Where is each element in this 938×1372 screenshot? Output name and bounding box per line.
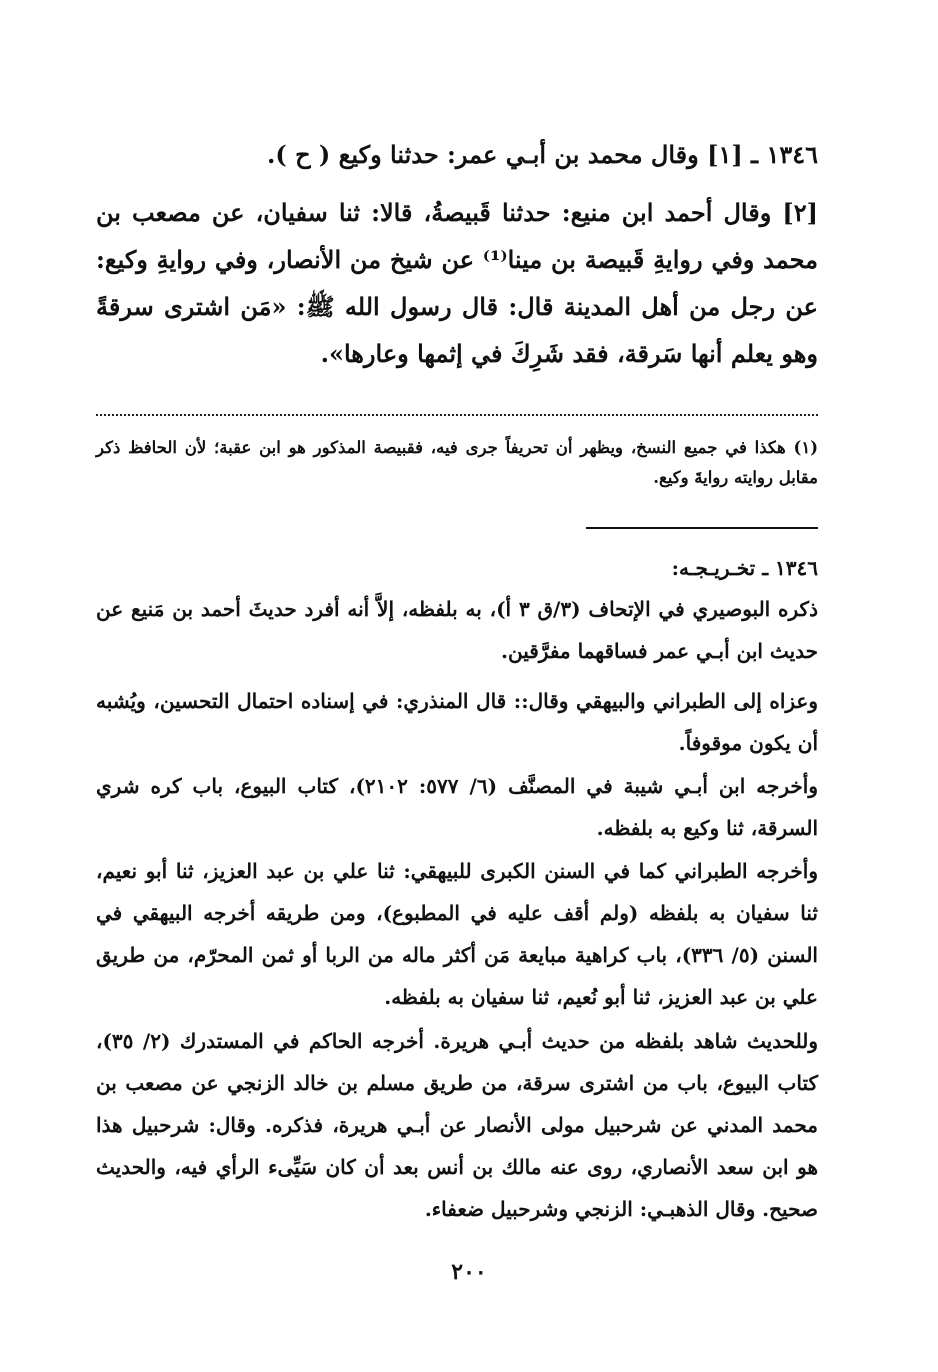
footnote: (١) هكذا في جميع النسخ، ويظهر أن تحريفاً جرى فيه، فقبيصة المذكور هو ابن عقبة؛ لأن الحافظ ذكر مقابل روايته روايةَ وكيع. [96,438,818,487]
takhrij-paragraph: وعزاه إلى الطبراني والبيهقي وقال:: قال المنذري: في إسناده احتمال التحسين، ويُشبه أن يكون موقوفاً. [96,689,818,755]
hadith-text: [٢] وقال أحمد ابن منيع: حدثنا قَبيصةُ، قالا: ثنا سفيان، عن مصعب بن محمد وفي روايةِ قَبيصة بن مينا⁽¹⁾ عن شيخ من الأنصار، وفي روايةِ وكيع: عن رجل من أهل المدينة قال: قال رسول الله ﷺ: «مَن اشترى سرقةً وهو يعلم أنها سَرقة، فقد شَرِكَ في إثمها وعارها». [96,198,818,368]
hadith-heading: ١٣٤٦ ـ [١] وقال محمد بن أبـي عمر: حدثنا وكيع ( ح ). [267,140,818,169]
takhrij-paragraph: وأخرجه الطبراني كما في السنن الكبرى للبيهقي: ثنا علي بن عبد العزيز، ثنا أبو نعيم، ثنا سفيان به بلفظه (ولم أقف عليه في المطبوع)، ومن طريقه أخرجه البيهقي في السنن (٥/ ٣٣٦)، باب كراهية مبايعة مَن أكثر ماله من الربا أو ثمن المحرّم، من طريق علي بن عبد العزيز، ثنا أبو نُعيم، ثنا سفيان به بلفظه. [96,859,818,1009]
footnote-separator [96,404,818,416]
takhrij-paragraph: وأخرجه ابن أبـي شيبة في المصنَّف (٦/ ٥٧٧: ٢١٠٢)، كتاب البيوع، باب كره شري السرقة، ثنا وكيع به بلفظه. [96,774,818,840]
takhrij-paragraph: ذكره البوصيري في الإتحاف (٣/ق ٣ أ)، به بلفظه، إلاَّ أنه أفرد حديثَ أحمد بن مَنيع عن حديث ابن أبـي عمر فساقهما مفرَّقين. [96,597,818,663]
takhrij-heading: ١٣٤٦ ـ تخـريـجـه: [671,556,818,580]
takhrij-paragraph: وللحديث شاهد بلفظه من حديث أبـي هريرة. أخرجه الحاكم في المستدرك (٢/ ٣٥)، كتاب البيوع، باب من اشترى سرقة، من طريق مسلم بن خالد الزنجي عن مصعب بن محمد المدني عن شرحبيل مولى الأنصار عن أبـي هريرة، فذكره. وقال: شرحبيل هذا هو ابن سعد الأنصاري، روى عنه مالك بن أنس بعد أن كان سَيِّىء الرأي فيه، والحديث صحيح. وقال الذهبـي: الزنجي وشرحبيل ضعفاء. [96,1029,819,1221]
section-divider [586,527,818,529]
page-number: ٢٠٠ [451,1259,487,1285]
